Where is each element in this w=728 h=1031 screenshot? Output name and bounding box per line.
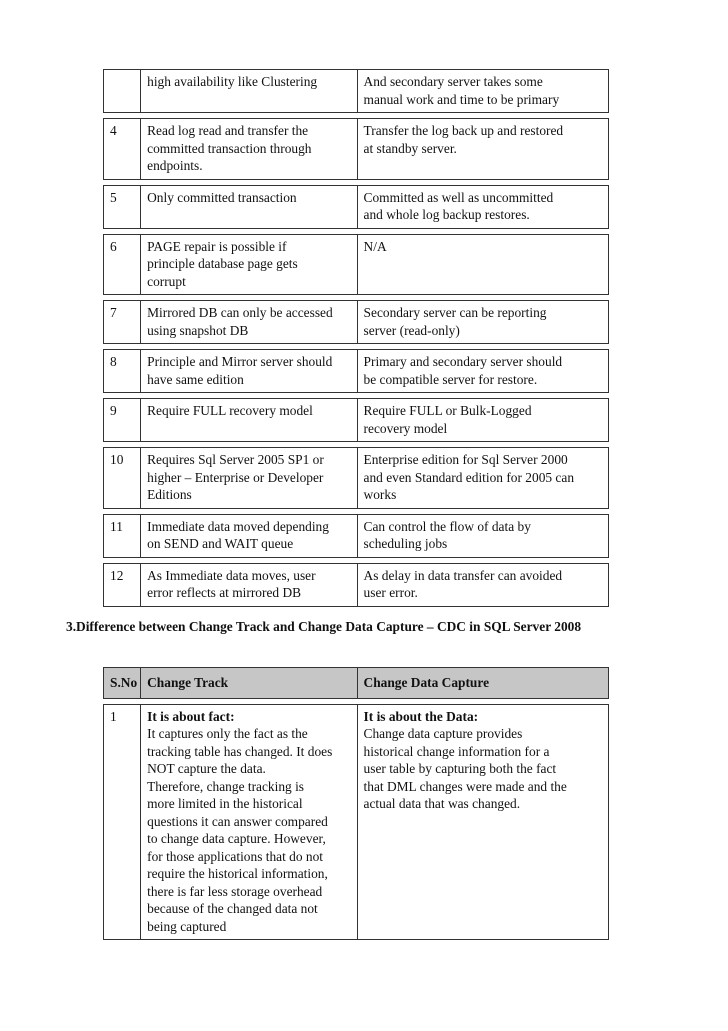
cdc-line: Change data capture provides [363, 726, 523, 741]
cell-mirroring [141, 301, 357, 344]
change-track-line: require the historical information, [147, 866, 328, 881]
cell-log-shipping-line: be compatible server for restore. [363, 371, 538, 387]
table-row [104, 234, 609, 295]
cell-log-shipping-line: works [363, 487, 397, 502]
cdc-line: actual data that was changed. [363, 796, 521, 811]
change-track-line: being captured [147, 918, 227, 934]
change-track-line: there is far less storage overhead [147, 883, 323, 899]
cell-log-shipping-line: scheduling jobs [363, 536, 448, 551]
cell-mirroring [141, 448, 357, 509]
header-sno: S.No [104, 668, 141, 699]
cell-sno: 9 [104, 399, 141, 442]
cell-mirroring [141, 185, 357, 228]
cdc-title: It is about the Data: [363, 708, 479, 724]
cell-mirroring-line: Require FULL recovery model [147, 403, 313, 418]
cell-log-shipping-line: Transfer the log back up and restored [363, 123, 564, 138]
change-track-line: Therefore, change tracking is [147, 778, 305, 794]
cell-mirroring-line: error reflects at mirrored DB [147, 585, 302, 600]
change-track-title: It is about fact: [147, 708, 235, 724]
change-track-line: for those applications that do not [147, 848, 324, 864]
cell-mirroring-line: As Immediate data moves, user [147, 567, 316, 583]
cell-mirroring [141, 399, 357, 442]
cell-mirroring-line: Requires Sql Server 2005 SP1 or [147, 452, 324, 467]
cell-log-shipping [357, 70, 608, 113]
cell-mirroring-line: higher – Enterprise or Developer [147, 469, 324, 485]
cell-sno: 4 [104, 119, 141, 180]
cell-log-shipping [357, 563, 608, 606]
table-row [104, 704, 609, 940]
change-track-line: more limited in the historical [147, 796, 303, 811]
cell-log-shipping-line: recovery model [363, 420, 448, 436]
cell-mirroring-line: high availability like Clustering [147, 74, 318, 89]
table-row [104, 399, 609, 442]
cell-log-shipping [357, 119, 608, 180]
cell-mirroring-line: endpoints. [147, 158, 203, 173]
cell-mirroring [141, 119, 357, 180]
cell-sno: 7 [104, 301, 141, 344]
change-track-line: It captures only the fact as the [147, 726, 308, 741]
cell-sno [104, 70, 141, 113]
cell-log-shipping-line: Committed as well as uncommitted [363, 189, 554, 205]
cell-log-shipping-line: at standby server. [363, 140, 457, 156]
cell-mirroring [141, 70, 357, 113]
cell-mirroring-line: Only committed transaction [147, 189, 297, 205]
cell-mirroring-line: on SEND and WAIT queue [147, 536, 294, 551]
section-heading: 3.Difference between Change Track and Change Data Capture – CDC in SQL Server 2008 [66, 619, 582, 634]
cell-mirroring-line: committed transaction through [147, 140, 312, 156]
header-change-data-capture: Change Data Capture [357, 668, 608, 699]
cell-mirroring-line: corrupt [147, 273, 186, 289]
cell-log-shipping-line: server (read-only) [363, 322, 460, 338]
cell-sno: 5 [104, 185, 141, 228]
cell-log-shipping-line: and even Standard edition for 2005 can [363, 469, 575, 485]
table-row [104, 448, 609, 509]
table-row [104, 185, 609, 228]
table-row [104, 563, 609, 606]
cell-log-shipping-line: Enterprise edition for Sql Server 2000 [363, 452, 568, 467]
cell-log-shipping-line: user error. [363, 585, 418, 600]
cell-change-track [141, 704, 357, 940]
cell-mirroring-line: Immediate data moved depending [147, 518, 329, 534]
cell-log-shipping [357, 399, 608, 442]
change-track-vs-cdc-table [103, 667, 609, 940]
cell-mirroring [141, 234, 357, 295]
cell-log-shipping-line: As delay in data transfer can avoided [363, 567, 563, 583]
cell-mirroring [141, 563, 357, 606]
cell-log-shipping-line: N/A [363, 238, 387, 254]
cell-log-shipping-line: Primary and secondary server should [363, 354, 563, 369]
cell-mirroring [141, 350, 357, 393]
header-row [104, 668, 609, 699]
change-track-line: questions it can answer compared [147, 813, 328, 829]
cdc-line: user table by capturing both the fact [363, 761, 557, 776]
cell-mirroring-line: principle database page gets [147, 256, 298, 271]
table-row [104, 119, 609, 180]
cell-mirroring-line: Principle and Mirror server should [147, 354, 333, 369]
table-row [104, 301, 609, 344]
cell-sno: 12 [104, 563, 141, 606]
cell-log-shipping-line: Secondary server can be reporting [363, 305, 547, 320]
cell-log-shipping-line: Can control the flow of data by [363, 518, 531, 534]
cell-log-shipping [357, 448, 608, 509]
cell-log-shipping [357, 301, 608, 344]
cell-log-shipping-line: And secondary server takes some [363, 74, 543, 89]
table-row [104, 514, 609, 557]
cell-mirroring-line: have same edition [147, 371, 244, 387]
cell-mirroring-line: Read log read and transfer the [147, 123, 309, 138]
change-track-line: because of the changed data not [147, 901, 318, 916]
cdc-line: that DML changes were made and the [363, 778, 567, 794]
cdc-line: historical change information for a [363, 743, 550, 759]
cell-log-shipping-line: manual work and time to be primary [363, 91, 560, 107]
cell-log-shipping-line: and whole log backup restores. [363, 207, 530, 222]
cell-log-shipping-line: Require FULL or Bulk-Logged [363, 403, 532, 418]
cell-sno: 6 [104, 234, 141, 295]
mirroring-vs-logshipping-table [103, 69, 609, 607]
change-track-line: NOT capture the data. [147, 761, 266, 776]
change-track-line: tracking table has changed. It does [147, 743, 333, 759]
cell-sno: 8 [104, 350, 141, 393]
cell-mirroring-line: using snapshot DB [147, 322, 249, 338]
cell-log-shipping [357, 350, 608, 393]
cell-log-shipping [357, 514, 608, 557]
cell-change-data-capture [357, 704, 608, 940]
cell-sno: 11 [104, 514, 141, 557]
table-row [104, 70, 609, 113]
cell-log-shipping [357, 234, 608, 295]
change-track-line: to change data capture. However, [147, 831, 326, 846]
table-row [104, 350, 609, 393]
cell-sno: 10 [104, 448, 141, 509]
cell-mirroring-line: PAGE repair is possible if [147, 238, 287, 254]
cell-mirroring-line: Mirrored DB can only be accessed [147, 305, 333, 320]
cell-sno: 1 [104, 704, 141, 940]
header-change-track: Change Track [141, 668, 357, 699]
cell-mirroring-line: Editions [147, 487, 192, 502]
cell-log-shipping [357, 185, 608, 228]
cell-mirroring [141, 514, 357, 557]
